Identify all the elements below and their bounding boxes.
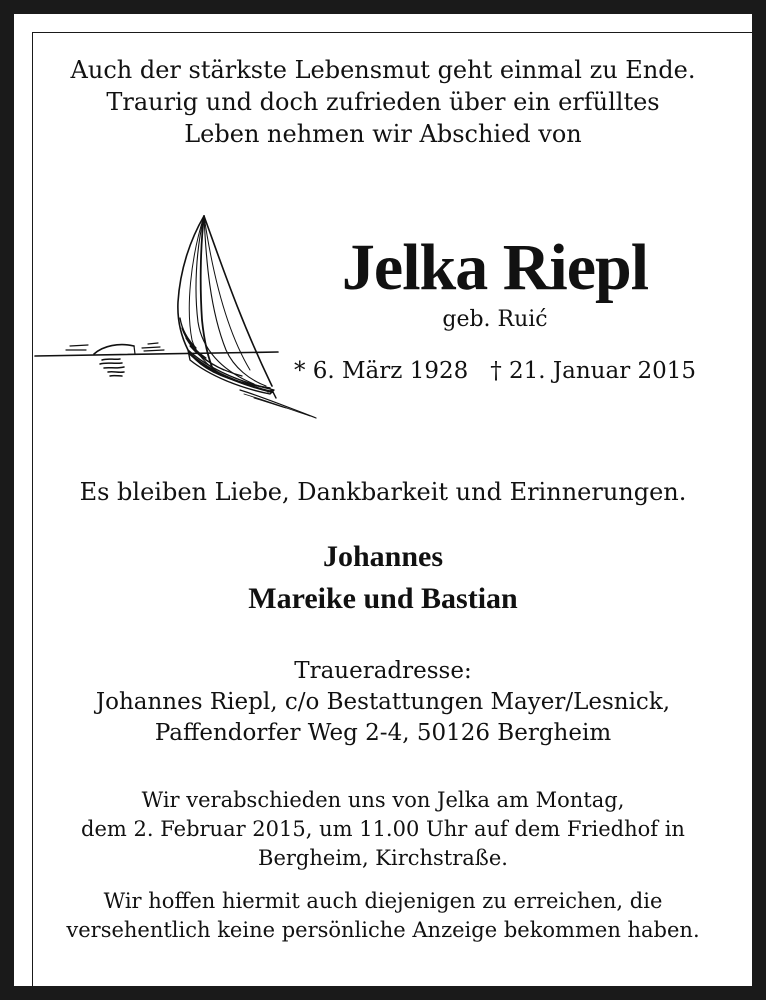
service-info (0, 786, 766, 873)
service-line: dem 2. Februar 2015, um 11.00 Uhr auf dem Friedhof in (81, 817, 685, 841)
intro-line: Leben nehmen wir Abschied von (184, 120, 582, 148)
intro-line: Traurig und doch zufrieden über ein erfülltes (106, 88, 660, 116)
mourners (0, 536, 766, 620)
address-label: Traueradresse: (294, 658, 472, 684)
sailboat-sunset-icon (30, 210, 330, 425)
address-line: Paffendorfer Weg 2-4, 50126 Bergheim (154, 720, 612, 746)
closing-note (0, 887, 766, 945)
birth-date: * 6. März 1928 (293, 358, 469, 384)
note-line: versehentlich keine persönliche Anzeige bekommen haben. (66, 918, 700, 942)
closing-line: Es bleiben Liebe, Dankbarkeit und Erinnerungen. (79, 478, 687, 506)
service-line: Wir verabschieden uns von Jelka am Montag, (141, 788, 625, 812)
service-line: Bergheim, Kirchstraße. (258, 846, 508, 870)
death-date: † 21. Januar 2015 (490, 358, 697, 384)
address-line: Johannes Riepl, c/o Bestattungen Mayer/Lesnick, (95, 689, 671, 715)
life-dates (260, 356, 730, 386)
intro-text (0, 54, 766, 150)
mourner-name: Mareike und Bastian (248, 582, 518, 615)
note-line: Wir hoffen hiermit auch diejenigen zu erreichen, die (103, 889, 663, 913)
birth-name: geb. Ruić (442, 307, 548, 332)
mourner-name: Johannes (322, 540, 444, 573)
intro-line: Auch der stärkste Lebensmut geht einmal zu Ende. (70, 56, 696, 84)
mourning-address (0, 656, 766, 749)
closing-text (0, 476, 766, 508)
deceased-name: Jelka Riepl (341, 231, 649, 304)
